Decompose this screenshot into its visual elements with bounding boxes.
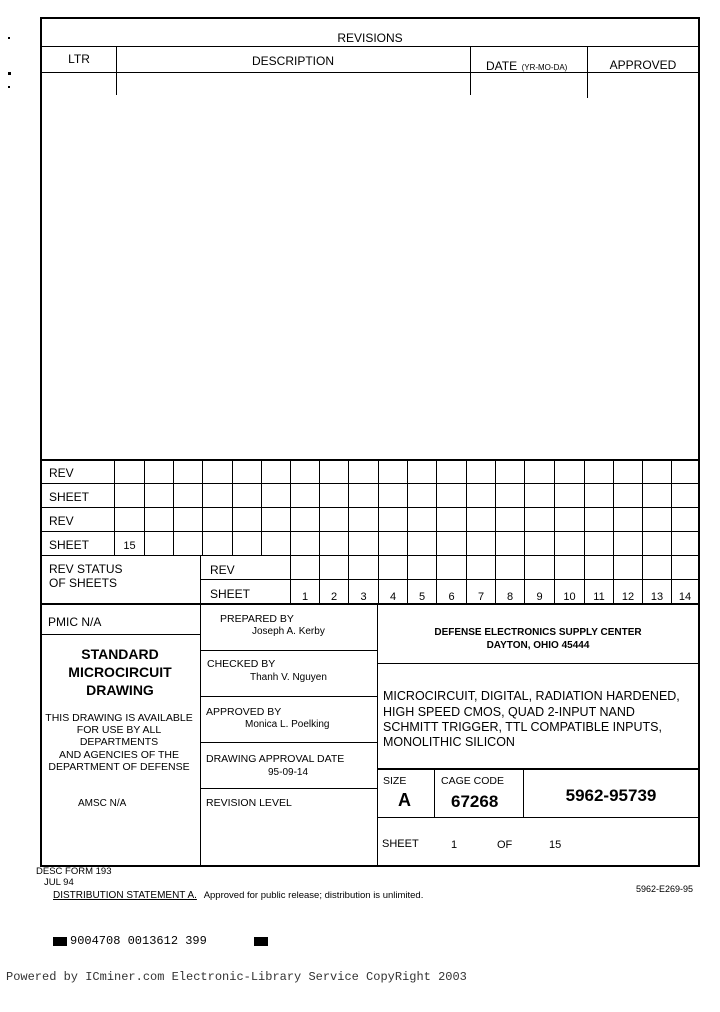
col-approved: APPROVED [609,58,677,72]
cage-code-label: CAGE CODE [441,775,505,787]
description-line2: HIGH SPEED CMOS, QUAD 2-INPUT NAND [383,705,635,719]
barcode-block-left [53,937,67,946]
sheet-value: 1 [451,839,458,851]
rev-label-2: REV [49,514,74,528]
available-line3: DEPARTMENTS [79,736,159,748]
approved-by-label: APPROVED BY [206,706,282,718]
prepared-by-label: PREPARED BY [220,613,294,625]
sheet-number: 9 [536,591,543,603]
scan-dot [8,37,10,39]
sheet-label-footer: SHEET [382,838,419,850]
drawing-number: 5962-95739 [565,786,657,805]
sheet-number: 14 [678,591,692,603]
approval-date: 95-09-14 [268,767,309,778]
form-line2: JUL 94 [44,877,74,888]
approval-date-label: DRAWING APPROVAL DATE [206,753,345,765]
sheet-number: 4 [389,591,397,603]
sheet-number: 1 [301,591,309,603]
form-code: 5962-E269-95 [636,884,694,894]
scan-dot [8,72,11,75]
sheet-number: 13 [650,591,664,603]
barcode-block-right [254,937,268,946]
distribution-statement [53,890,423,902]
sheet-number: 12 [621,591,635,603]
scan-dot [8,86,10,88]
distribution-text: Approved for public release; distribution is unlimited. [203,890,424,901]
form-line1: DESC FORM 193 [36,866,112,877]
sheet-15: 15 [123,540,136,552]
standard-line2: MICROCIRCUIT [68,664,172,680]
of-label: OF [497,839,513,851]
powered-by: Powered by ICminer.com Electronic-Library Service CopyRight 2003 [6,970,467,984]
size-label: SIZE [383,775,407,787]
col-ltr: LTR [68,52,90,66]
amsc: AMSC N/A [78,798,127,809]
sheet-label: SHEET [49,490,90,504]
sheet-number: 3 [360,591,367,603]
checked-by-label: CHECKED BY [207,658,276,670]
description-line4: MONOLITHIC SILICON [383,735,515,749]
agency-line1: DEFENSE ELECTRONICS SUPPLY CENTER [434,627,642,638]
pmic: PMIC N/A [48,615,102,629]
available-line5: DEPARTMENT OF DEFENSE [48,761,190,773]
sheet-number: 6 [448,591,455,603]
distribution-label: DISTRIBUTION STATEMENT A. [53,890,197,901]
sheet-label-3: SHEET [210,587,251,601]
sheet-label-2: SHEET [49,538,90,552]
standard-line3: DRAWING [86,682,154,698]
approved-by: Monica L. Poelking [245,719,330,730]
rev-label-3: REV [210,563,235,577]
sheet-number: 7 [477,591,485,603]
sheet-number: 8 [506,591,514,603]
barcode-text: 9004708 0013612 399 [70,934,207,948]
rev-status-line1: REV STATUS [49,562,123,576]
prepared-by: Joseph A. Kerby [252,626,325,637]
checked-by: Thanh V. Nguyen [250,672,327,683]
rev-status-line2: OF SHEETS [49,576,118,590]
bottom-border [40,865,700,867]
description-line1: MICROCIRCUIT, DIGITAL, RADIATION HARDENED, [383,689,680,703]
available-line2: FOR USE BY ALL [76,724,162,736]
revision-level-label: REVISION LEVEL [206,797,292,809]
sheet-number: 10 [563,591,576,603]
rev-label: REV [49,466,74,480]
of-value: 15 [549,839,562,851]
col-description: DESCRIPTION [251,54,334,68]
revisions-title: REVISIONS [337,31,403,45]
standard-line1: STANDARD [81,646,159,662]
available-line1: THIS DRAWING IS AVAILABLE [45,712,193,724]
available-line4: AND AGENCIES OF THE [59,749,179,761]
col-date: DATE (YR-MO-DA) [486,59,568,73]
agency-line2: DAYTON, OHIO 45444 [486,640,590,651]
sheet-number: 2 [330,591,338,603]
size-value: A [398,790,411,810]
sheet-number: 11 [593,591,605,603]
description-line3: SCHMITT TRIGGER, TTL COMPATIBLE INPUTS, [383,720,662,734]
cage-code: 67268 [451,792,499,811]
sheet-number: 5 [418,591,426,603]
